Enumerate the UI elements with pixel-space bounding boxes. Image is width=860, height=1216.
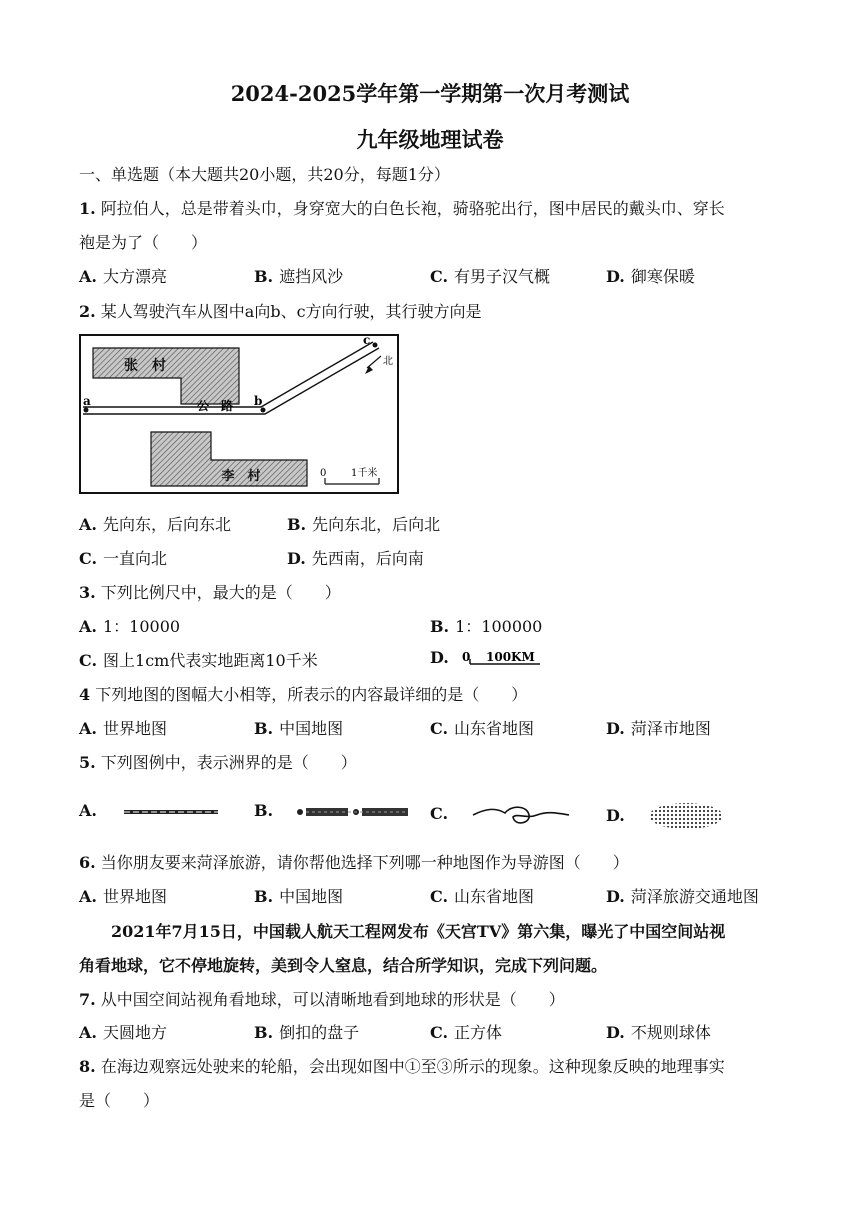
- q2-map: [79, 334, 399, 494]
- q6-option-c[interactable]: C. 山东省地图: [430, 887, 535, 906]
- q6-option-a[interactable]: A. 世界地图: [79, 887, 167, 906]
- boundary-legend-a-icon: [122, 805, 220, 819]
- q2-stem: 2. 某人驾驶汽车从图中a向b、c方向行驶，其行驶方向是: [79, 302, 482, 321]
- dotted-area-legend-icon: [646, 801, 726, 831]
- q8-stem-line1: 8. 在海边观察远处驶来的轮船，会出现如图中①至③所示的现象。这种现象反映的地理事实: [79, 1057, 725, 1076]
- river-legend-icon: [471, 801, 571, 827]
- q3-option-d[interactable]: D. 0 100KM: [430, 648, 544, 669]
- scale-zero: 0: [320, 468, 327, 479]
- q4-option-b[interactable]: B. 中国地图: [254, 719, 344, 738]
- q1-stem-line1: 1. 阿拉伯人，总是带着头巾，身穿宽大的白色长袍，骑骆驼出行，图中居民的戴头巾、穿长: [79, 199, 725, 218]
- li-village-label: 李 村: [221, 469, 261, 484]
- point-b-marker: [261, 408, 266, 413]
- scale-unit: 1千米: [351, 468, 378, 479]
- q1-option-a[interactable]: A. 大方漂亮: [79, 267, 167, 286]
- q6-option-d[interactable]: D. 菏泽旅游交通地图: [606, 887, 759, 906]
- point-c-label: c: [363, 334, 371, 347]
- q5-option-d[interactable]: D.: [606, 801, 726, 831]
- exam-subtitle: 九年级地理试卷: [356, 127, 504, 152]
- line-scale-label: 100KM: [485, 649, 535, 664]
- q8-stem-line2: 是（ ）: [79, 1091, 160, 1110]
- q5-option-b[interactable]: B.: [254, 801, 414, 820]
- road-label: 公 路: [196, 399, 234, 413]
- q4-option-a[interactable]: A. 世界地图: [79, 719, 167, 738]
- q5-option-a[interactable]: A.: [79, 801, 220, 820]
- q5-option-c[interactable]: C.: [430, 801, 571, 827]
- point-b-label: b: [254, 394, 263, 408]
- q3-stem: 3. 下列比例尺中，最大的是（ ）: [79, 583, 341, 602]
- point-a-label: a: [83, 394, 91, 408]
- q7-option-a[interactable]: A. 天圆地方: [79, 1023, 167, 1042]
- passage-line2: 角看地球，它不停地旋转，美到令人窒息，结合所学知识，完成下列问题。: [79, 956, 608, 975]
- q5-stem: 5. 下列图例中，表示洲界的是（ ）: [79, 753, 357, 772]
- point-c-marker: [373, 343, 378, 348]
- q1-option-c[interactable]: C. 有男子汉气概: [430, 267, 551, 286]
- line-scale-zero: 0: [461, 649, 471, 664]
- q2-option-d[interactable]: D. 先西南，后向南: [287, 549, 424, 568]
- boundary-legend-b-icon: [294, 805, 414, 819]
- q6-stem: 6. 当你朋友要来菏泽旅游，请你帮他选择下列哪一种地图作为导游图（ ）: [79, 853, 629, 872]
- q2-option-b[interactable]: B. 先向东北，后向北: [287, 515, 441, 534]
- exam-title: 2024-2025学年第一学期第一次月考测试: [230, 81, 630, 106]
- passage-line1: 2021年7月15日，中国载人航天工程网发布《天宫TV》第六集，曝光了中国空间站视: [111, 922, 726, 941]
- q4-option-c[interactable]: C. 山东省地图: [430, 719, 535, 738]
- q7-option-b[interactable]: B. 倒扣的盘子: [254, 1023, 360, 1042]
- q2-option-a[interactable]: A. 先向东，后向东北: [79, 515, 231, 534]
- q2-option-c[interactable]: C. 一直向北: [79, 549, 168, 568]
- q4-option-d[interactable]: D. 菏泽市地图: [606, 719, 711, 738]
- section-heading: 一、单选题（本大题共20小题，共20分，每题1分）: [79, 165, 450, 184]
- q7-stem: 7. 从中国空间站视角看地球，可以清晰地看到地球的形状是（ ）: [79, 990, 565, 1009]
- q1-option-d[interactable]: D. 御寒保暖: [606, 267, 695, 286]
- zhang-village-label: 张 村: [124, 358, 166, 374]
- q1-stem-line2: 袍是为了（ ）: [79, 233, 208, 252]
- q3-option-c[interactable]: C. 图上1cm代表实地距离10千米: [79, 651, 318, 670]
- q7-option-d[interactable]: D. 不规则球体: [606, 1023, 711, 1042]
- q6-option-b[interactable]: B. 中国地图: [254, 887, 344, 906]
- q3-option-b[interactable]: B. 1：100000: [430, 617, 543, 636]
- point-a-marker: [84, 408, 89, 413]
- q3-option-a[interactable]: A. 1：10000: [79, 617, 181, 636]
- q7-option-c[interactable]: C. 正方体: [430, 1023, 503, 1042]
- q1-option-b[interactable]: B. 遮挡风沙: [254, 267, 344, 286]
- q4-stem: 4 下列地图的图幅大小相等，所表示的内容最详细的是（ ）: [79, 685, 528, 704]
- north-label: 北: [383, 356, 393, 367]
- line-scale-icon: [460, 649, 544, 669]
